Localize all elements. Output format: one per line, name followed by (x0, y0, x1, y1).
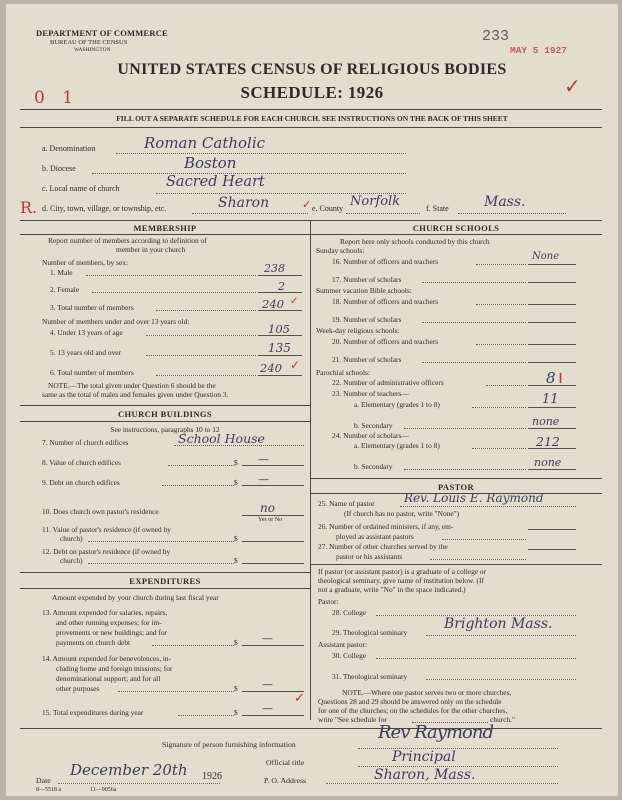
dollar-sign: $ (234, 638, 238, 647)
edifice-value[interactable]: — (258, 453, 269, 466)
form-title: UNITED STATES CENSUS OF RELIGIOUS BODIES (117, 61, 507, 78)
po-address-value[interactable]: Sharon, Mass. (374, 767, 476, 783)
dollar-sign: $ (234, 478, 238, 487)
city-label: d. City, town, village, or township, etc. (42, 204, 167, 213)
date-label: Date (36, 776, 51, 785)
code-mark: 0 1 (34, 88, 80, 108)
owns-residence-value[interactable]: no (260, 501, 275, 515)
stamp-number: 233 (482, 28, 510, 45)
assistant-pastor-label: Assistant pastor: (318, 640, 368, 649)
pastor-note-3: for one of the churches; on the schedules for the other churches, (318, 706, 508, 715)
female-count[interactable]: 2 (278, 280, 285, 293)
q6-label: 6. Total number of members (50, 368, 134, 377)
q5-label: 5. 13 years old and over (50, 348, 122, 357)
secondary-teachers-value[interactable]: none (532, 415, 560, 428)
local-name-label: c. Local name of church (42, 184, 120, 193)
seminary-value[interactable]: Brighton Mass. (444, 616, 553, 632)
census-schedule-sheet (6, 4, 618, 796)
q18-label: 18. Number of officers and teachers (332, 297, 439, 306)
q27-label-2: pastor or his assistants (336, 552, 403, 561)
dollar-sign: $ (234, 556, 238, 565)
q13-label-2: and other running expenses; for im- (56, 618, 162, 627)
form-number: 8—5518 a (36, 787, 62, 793)
q26-label-2: ployed as assistant pastors (336, 532, 414, 541)
q9-label: 9. Debt on church edifices (42, 478, 120, 487)
q14-label-2: cluding home and foreign missions; for (56, 664, 173, 673)
total-members-count[interactable]: 240 (262, 297, 284, 311)
membership-note-2: same as the total of males and females given under Question 3. (42, 390, 229, 399)
membership-heading: MEMBERSHIP (133, 223, 197, 233)
elementary-teachers-value[interactable]: 11 (542, 392, 559, 407)
q12-label-2: church) (60, 556, 83, 565)
po-address-label: P. O. Address (264, 776, 307, 785)
q14-label-4: other purposes (56, 684, 100, 693)
received-date-stamp: MAY 5 1927 (510, 45, 568, 56)
q1-label: 1. Male (50, 268, 73, 277)
q11-label: 11. Value of pastor's residence (if owned by (42, 525, 171, 534)
elementary-scholars-value[interactable]: 212 (536, 434, 560, 449)
department-name: DEPARTMENT OF COMMERCE (36, 28, 168, 38)
q2-label: 2. Female (50, 285, 80, 294)
official-title-label: Official title (266, 758, 305, 767)
q20-label: 20. Number of officers and teachers (332, 337, 439, 346)
by-sex-label: Number of members, by sex: (42, 258, 128, 267)
q14-label: 14. Amount expended for benevolences, in- (42, 654, 172, 663)
pastor-label: Pastor: (318, 597, 339, 606)
graduate-instructions-3: not a graduate, write "No" in the space indicated.) (318, 585, 466, 594)
yes-no-hint: Yes or No (258, 517, 283, 523)
q29-label: 29. Theological seminary (332, 628, 408, 637)
tick-icon: ✓ (290, 296, 299, 307)
q17-label: 17. Number of scholars (332, 275, 402, 284)
male-count[interactable]: 238 (264, 262, 285, 275)
q3-label: 3. Total number of members (50, 303, 134, 312)
tick-icon: ✓ (294, 690, 305, 705)
margin-mark: R. (20, 198, 38, 217)
dollar-sign: $ (234, 458, 238, 467)
schools-intro: Report here only schools conducted by this church (340, 237, 490, 246)
official-title-value[interactable]: Principal (392, 749, 456, 765)
q30-label: 30. College (332, 651, 367, 660)
q14-label-3: denominational support; and for all (56, 674, 161, 683)
parochial-label: Parochial schools: (316, 368, 370, 377)
q27-label: 27. Number of other churches served by the (318, 542, 448, 551)
q15-label: 15. Total expenditures during year (42, 708, 144, 717)
q23-label: 23. Number of teachers— (332, 389, 409, 398)
total-members-by-age[interactable]: 240 (260, 361, 282, 375)
sunday-label: Sunday schools: (316, 246, 365, 255)
q19-label: 19. Number of scholars (332, 315, 402, 324)
diocese-label: b. Diocese (42, 164, 76, 173)
under-13-count[interactable]: 105 (268, 322, 290, 336)
print-number: 11—9056a (90, 787, 117, 793)
city-name: WASHINGTON (74, 47, 111, 53)
check-mark-icon: ✓ (564, 76, 581, 98)
q31-label: 31. Theological seminary (332, 672, 408, 681)
date-year: 1926 (202, 771, 222, 782)
graduate-instructions-2: theological seminary, give name of institution below. (If (318, 576, 484, 585)
q26-label: 26. Number of ordained ministers, if any, em- (318, 522, 454, 531)
membership-intro-2: member in your church (116, 245, 186, 254)
q4-label: 4. Under 13 years of age (50, 328, 123, 337)
benevolences-value[interactable]: — (262, 678, 273, 691)
weekday-label: Week-day religious schools: (316, 326, 400, 335)
expenditures-intro: Amount expended by your church during last fiscal year (52, 593, 219, 602)
pastor-name-value[interactable]: Rev. Louis E. Raymond (404, 491, 544, 505)
q13-label-4: payments on church debt (56, 638, 131, 647)
over-13-count[interactable]: 135 (268, 341, 291, 355)
bureau-name: BUREAU OF THE CENSUS (50, 39, 128, 46)
pastor-note: NOTE.—Where one pastor serves two or more churches, (342, 688, 512, 697)
q23b-label: b. Secondary (354, 421, 393, 430)
age-intro: Number of members under and over 13 years old: (42, 317, 190, 326)
q24-label: 24. Number of scholars— (332, 431, 409, 440)
q10-label: 10. Does church own pastor's residence (42, 507, 159, 516)
correction-mark: ı (558, 367, 564, 388)
q22-label: 22. Number of administrative officers (332, 378, 444, 387)
denomination-value[interactable]: Roman Catholic (144, 134, 266, 152)
buildings-heading: CHURCH BUILDINGS (117, 409, 212, 419)
pastor-note-2: Questions 28 and 29 should be answered only on the schedule (318, 697, 502, 706)
q23a-label: a. Elementary (grades 1 to 8) (354, 400, 440, 409)
q25-label: 25. Name of pastor (318, 499, 375, 508)
instruction-line: FILL OUT A SEPARATE SCHEDULE FOR EACH CHURCH. SEE INSTRUCTIONS ON THE BACK OF THIS SHEET (116, 114, 508, 123)
membership-intro: Report number of members according to definition of (48, 236, 207, 245)
denomination-label: a. Denomination (42, 144, 96, 153)
q13-label-3: provements or new buildings; and for (56, 628, 168, 637)
tick-icon: ✓ (290, 358, 301, 372)
vacation-label: Summer vacation Bible schools: (316, 286, 412, 295)
q8-label: 8. Value of church edifices (42, 458, 121, 467)
total-expenditures-value[interactable]: — (262, 702, 273, 715)
dollar-sign: $ (234, 534, 238, 543)
buildings-intro: See instructions, paragraphs 10 to 12 (110, 425, 220, 434)
city-value[interactable]: Sharon (218, 195, 270, 211)
pastor-note-5: church." (490, 715, 515, 724)
tick-icon: ✓ (302, 199, 312, 211)
q21-label: 21. Number of scholars (332, 355, 402, 364)
q7-label: 7. Number of church edifices (42, 438, 129, 447)
date-value[interactable]: December 20th (70, 761, 188, 779)
pastor-note-4: write "See schedule for (318, 715, 387, 724)
secondary-scholars-value[interactable]: none (534, 456, 562, 469)
sunday-teachers-value[interactable]: None (532, 251, 560, 262)
local-name-value[interactable]: Sacred Heart (166, 174, 265, 190)
diocese-value[interactable]: Boston (184, 154, 237, 172)
pastor-heading: PASTOR (437, 482, 475, 492)
dollar-sign: $ (234, 684, 238, 693)
church-edifices-value[interactable]: School House (178, 431, 265, 446)
expenditures-heading: EXPENDITURES (129, 576, 201, 586)
county-label: e. County (312, 204, 344, 213)
schools-heading: CHURCH SCHOOLS (412, 223, 500, 233)
signature-value[interactable]: Rev Raymond (378, 722, 493, 743)
q16-label: 16. Number of officers and teachers (332, 257, 439, 266)
q24b-label: b. Secondary (354, 462, 393, 471)
q25-note: (If church has no pastor, write "None") (344, 509, 460, 518)
edifice-debt-value[interactable]: — (258, 473, 269, 486)
dollar-sign: $ (234, 708, 238, 717)
state-label: f. State (426, 204, 449, 213)
q13-label: 13. Amount expended for salaries, repairs, (42, 608, 168, 617)
q24a-label: a. Elementary (grades 1 to 8) (354, 441, 440, 450)
county-value[interactable]: Norfolk (350, 194, 401, 209)
q11-label-2: church) (60, 534, 83, 543)
q12-label: 12. Debt on pastor's residence (if owned by (42, 547, 171, 556)
state-value[interactable]: Mass. (484, 194, 526, 210)
membership-note: NOTE.—The total given under Question 6 should be the (48, 381, 216, 390)
running-expenses-value[interactable]: — (262, 632, 273, 645)
admin-officers-value[interactable]: 8 (546, 369, 556, 387)
schedule-title: SCHEDULE: 1926 (240, 83, 384, 102)
graduate-instructions: If pastor (or assistant pastor) is a graduate of a college or (318, 567, 487, 576)
signature-label: Signature of person furnishing information (162, 740, 296, 749)
q28-label: 28. College (332, 608, 367, 617)
